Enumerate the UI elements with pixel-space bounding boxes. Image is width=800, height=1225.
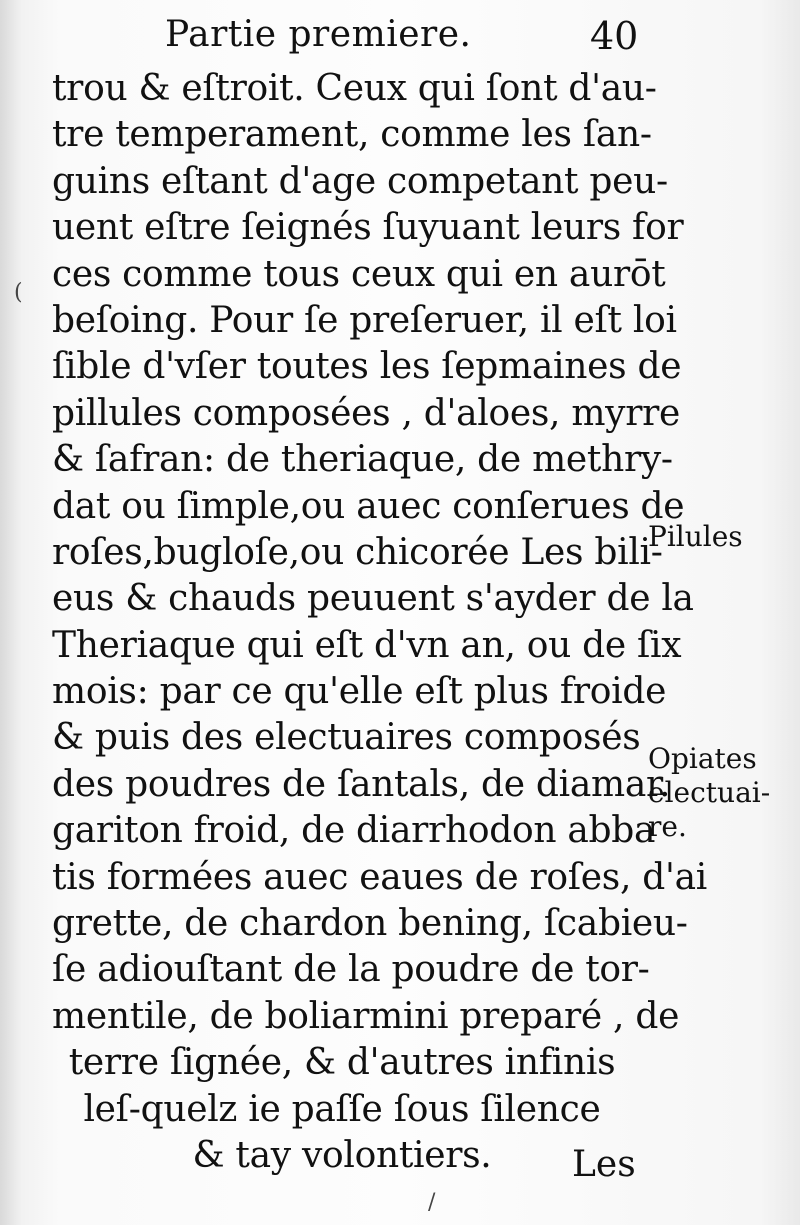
text-line: grette, de chardon bening, ſcabieu-	[52, 903, 688, 945]
text-line: & puis des electuaires composés	[52, 717, 641, 759]
text-line: beſoing. Pour ſe preſeruer, il eſt loi	[52, 299, 677, 341]
margin-note-opiates: Opiates electuai-re.	[648, 742, 771, 843]
text-line: trou & eſtroit. Ceux qui ſont d'au-	[52, 68, 657, 109]
text-line: leſ-quelz ie paſſe ſous ſilence	[83, 1088, 601, 1130]
catchword: Les	[572, 1144, 636, 1185]
text-line: tre temperament, comme les ſan-	[52, 114, 652, 156]
text-line: tis formées auec eaues de roſes, d'ai	[52, 856, 707, 898]
text-line: guins eſtant d'age competant peu-	[52, 160, 668, 202]
text-line: eus & chauds peuuent s'ayder de la	[52, 578, 694, 620]
text-line: roſes,bugloſe,ou chicorée Les bili-	[52, 531, 663, 573]
margin-note-pilules: Pilules	[648, 520, 743, 553]
text-line: uent eſtre ſeignés ſuyuant leurs for	[52, 207, 684, 249]
text-line: mois: par ce qu'elle eſt plus froide	[52, 671, 667, 713]
paper-mark: /	[428, 1190, 436, 1215]
text-line: ſible d'vſer toutes les ſepmaines de	[52, 346, 682, 388]
text-line: & ſafran: de theriaque, de methry-	[52, 439, 673, 481]
text-line: dat ou ſimple,ou auec conſerues de	[52, 485, 685, 527]
page-number: 40	[590, 14, 639, 58]
text-line: gariton froid, de diarrhodon abba	[52, 810, 656, 852]
text-line: Theriaque qui eſt d'vn an, ou de ſix	[52, 624, 682, 666]
text-line: mentile, de boliarmini preparé , de	[52, 995, 680, 1037]
running-head: Partie premiere.	[165, 14, 472, 55]
text-line: terre ſignée, & d'autres infinis	[68, 1042, 616, 1084]
text-line: des poudres de ſantals, de diamar.	[52, 763, 671, 805]
text-line: ces comme tous ceux qui en aurōt	[52, 253, 666, 295]
text-line: pillules composées , d'aloes, myrre	[52, 392, 681, 434]
text-line: ſe adiouſtant de la poudre de tor-	[52, 949, 650, 991]
text-line: & tay volontiers.	[192, 1134, 492, 1176]
paper-mark: (	[14, 280, 23, 305]
